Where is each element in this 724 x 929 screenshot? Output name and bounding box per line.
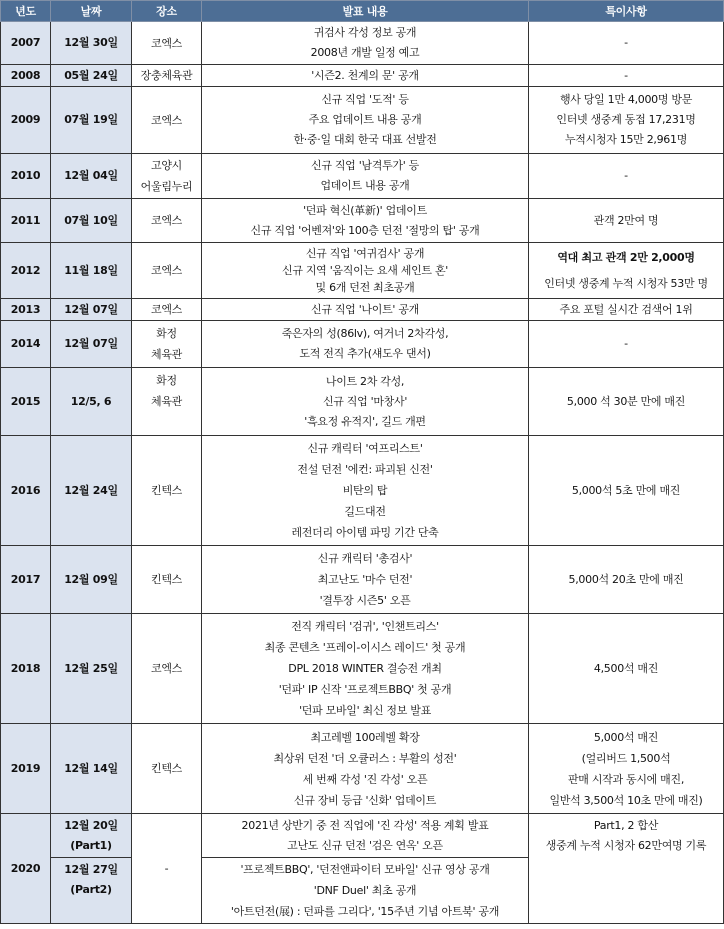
- year-cell: 2014: [1, 321, 51, 368]
- header-year: 년도: [1, 1, 51, 22]
- content-line: 및 6개 던전 최초공개: [315, 281, 415, 294]
- content-cell: [202, 65, 529, 87]
- table-row-2017: [1, 546, 724, 614]
- note-line: 인터넷 생중계 누적 시청자 53만 명: [544, 276, 708, 290]
- content-line: '프로젝트BBQ', '던전앤파이터 모바일' 신규 영상 공개: [240, 863, 490, 876]
- content-line: 최상위 던전 '더 오큘러스 : 부활의 성전': [273, 751, 457, 765]
- year-cell: 2009: [1, 87, 51, 154]
- place-line: 화정: [156, 374, 177, 387]
- table-row-2011: [1, 199, 724, 243]
- note-cell: [529, 546, 724, 614]
- year-cell: 2011: [1, 199, 51, 243]
- content-line: 신규 지역 '움직이는 요새 세인트 혼': [282, 264, 448, 277]
- content-line: '던파 모바일' 최신 정보 발표: [299, 704, 431, 717]
- table-row-2018: [1, 614, 724, 724]
- content-cell: [202, 546, 529, 614]
- note-line: 5,000석 20초 만에 매진: [568, 572, 684, 586]
- content-line: 최고레벨 100레벨 확장: [310, 730, 420, 744]
- table-row-2009: [1, 87, 724, 154]
- place-line: 코엑스: [151, 113, 182, 127]
- table-body: [1, 22, 724, 924]
- table-row-2010: [1, 154, 724, 199]
- date-cell-part1: [51, 814, 132, 858]
- place-line: 코엑스: [151, 303, 182, 316]
- content-line: '아트던전(展) : 던파를 그리다', '15주년 기념 아트북' 공개: [230, 905, 500, 918]
- place-line: 화정: [156, 327, 177, 340]
- place-line: 코엑스: [151, 662, 182, 675]
- date-cell: 11월 18일: [51, 243, 132, 299]
- note-line: -: [624, 36, 628, 49]
- table-row-2012: [1, 243, 724, 299]
- content-line: 신규 직업 '여귀검사' 공개: [305, 247, 425, 260]
- place-line: 킨텍스: [151, 762, 182, 775]
- date-cell: 12월 04일: [51, 154, 132, 199]
- table-row-2020-part1: [1, 814, 724, 858]
- content-line: 신규 직업 '나이트' 공개: [311, 302, 419, 316]
- note-line: -: [624, 337, 628, 350]
- note-cell: [529, 22, 724, 65]
- note-line: Part1, 2 합산: [593, 819, 659, 832]
- place-cell: [132, 724, 202, 814]
- note-line: 누적시청자 15만 2,961명: [564, 133, 688, 146]
- table-row-2019: [1, 724, 724, 814]
- place-line: 장충체육관: [140, 69, 193, 82]
- header-note: 특이사항: [529, 1, 724, 22]
- year-cell: 2018: [1, 614, 51, 724]
- content-cell: [202, 154, 529, 199]
- year-cell: 2019: [1, 724, 51, 814]
- year-cell: 2016: [1, 436, 51, 546]
- content-line: 전직 캐릭터 '검귀', '인챈트리스': [291, 620, 439, 633]
- place-cell: [132, 22, 202, 65]
- place-cell: [132, 436, 202, 546]
- place-line: 킨텍스: [151, 484, 182, 497]
- content-cell: [202, 22, 529, 65]
- date-cell: 12월 24일: [51, 436, 132, 546]
- content-cell: [202, 243, 529, 299]
- content-cell: [202, 199, 529, 243]
- note-line: 역대 최고 관객 2만 2,000명: [557, 250, 695, 264]
- date-cell: 12월 25일: [51, 614, 132, 724]
- year-cell: 2008: [1, 65, 51, 87]
- place-line: 체육관: [151, 395, 182, 408]
- content-line: 최고난도 '마수 던전': [317, 573, 413, 586]
- content-line: 신규 장비 등급 '신화' 업데이트: [293, 793, 437, 807]
- note-cell: [529, 199, 724, 243]
- note-line: 4,500석 매진: [593, 661, 659, 675]
- table-row-2007: [1, 22, 724, 65]
- content-line: 비탄의 탑: [342, 484, 388, 497]
- content-line: 나이트 2차 각성,: [325, 374, 405, 388]
- note-cell: [529, 243, 724, 299]
- note-line: 판매 시작과 동시에 매진,: [567, 772, 685, 786]
- place-cell: [132, 299, 202, 321]
- place-cell: [132, 65, 202, 87]
- table-row-2016: [1, 436, 724, 546]
- content-line: 고난도 신규 던전 '검은 연옥' 오픈: [287, 838, 443, 852]
- content-cell: [202, 321, 529, 368]
- year-cell: 2015: [1, 368, 51, 436]
- table-row-2015: [1, 368, 724, 436]
- year-cell: 2012: [1, 243, 51, 299]
- content-line: '시즌2. 천계의 문' 공개: [311, 68, 419, 82]
- date-cell: 12월 14일: [51, 724, 132, 814]
- date-cell: 12/5, 6: [51, 368, 132, 436]
- place-cell: [132, 321, 202, 368]
- date-line: (Part1): [70, 838, 112, 852]
- content-line: DPL 2018 WINTER 결승전 개최: [288, 662, 442, 675]
- header-content: 발표 내용: [202, 1, 529, 22]
- year-cell: 2013: [1, 299, 51, 321]
- table-row-2014: [1, 321, 724, 368]
- place-line: 고양시: [151, 159, 182, 172]
- content-line: 한·중·일 대회 한국 대표 선발전: [293, 133, 437, 146]
- header-date: 날짜: [51, 1, 132, 22]
- place-line: 코엑스: [151, 36, 182, 50]
- content-cell: [202, 87, 529, 154]
- note-line: -: [624, 169, 628, 182]
- table-row-2008: [1, 65, 724, 87]
- content-cell: [202, 724, 529, 814]
- content-line: 신규 직업 '어벤져'와 100층 던전 '절망의 탑' 공개: [250, 223, 480, 237]
- note-line: 주요 포털 실시간 검색어 1위: [559, 302, 693, 316]
- table-header-row: [1, 1, 724, 22]
- year-cell: 2017: [1, 546, 51, 614]
- content-line: 2008년 개발 일정 예고: [310, 46, 420, 59]
- note-line: 관객 2만여 명: [593, 213, 659, 227]
- content-line: 세 번째 각성 '진 각성' 오픈: [302, 772, 428, 786]
- note-cell: [529, 65, 724, 87]
- date-cell: 12월 30일: [51, 22, 132, 65]
- year-cell: 2020: [1, 814, 51, 924]
- content-cell: [202, 436, 529, 546]
- place-cell: [132, 368, 202, 436]
- content-line: 레전더리 아이템 파밍 기간 단축: [291, 526, 439, 539]
- content-line: 주요 업데이트 내용 공개: [308, 113, 422, 126]
- content-line: 최종 콘텐츠 '프레이-이시스 레이드' 첫 공개: [264, 641, 466, 654]
- note-line: 인터넷 생중계 동접 17,231명: [556, 113, 696, 126]
- note-cell: [529, 87, 724, 154]
- content-line: 신규 직업 '도적' 등: [321, 93, 409, 106]
- content-line: 신규 직업 '마창사': [322, 394, 408, 408]
- date-cell: 12월 07일: [51, 321, 132, 368]
- date-cell: 12월 07일: [51, 299, 132, 321]
- date-cell: 12월 09일: [51, 546, 132, 614]
- note-line: 생중계 누적 시청자 62만여명 기록: [545, 839, 707, 852]
- content-line: 전설 던전 '에컨: 파괴된 신전': [297, 463, 433, 476]
- place-line: 체육관: [151, 348, 182, 361]
- note-line: 5,000석 5초 만에 매진: [571, 483, 681, 497]
- content-line: 길드대전: [344, 505, 386, 518]
- note-cell: [529, 436, 724, 546]
- date-cell: 07월 19일: [51, 87, 132, 154]
- content-line: '결투장 시즌5' 오픈: [319, 594, 411, 607]
- content-cell: [202, 368, 529, 436]
- content-line: 신규 캐릭터 '총검사': [317, 552, 413, 565]
- content-line: 업데이트 내용 공개: [320, 179, 410, 192]
- note-line: (얼리버드 1,500석: [581, 751, 671, 765]
- note-cell: [529, 724, 724, 814]
- date-cell-part2: [51, 858, 132, 924]
- note-cell: [529, 614, 724, 724]
- year-cell: 2010: [1, 154, 51, 199]
- content-line: '던파' IP 신작 '프로젝트BBQ' 첫 공개: [278, 683, 452, 696]
- note-cell: [529, 321, 724, 368]
- place-cell: [132, 546, 202, 614]
- date-cell: 07월 10일: [51, 199, 132, 243]
- note-cell: [529, 154, 724, 199]
- date-line: 12월 20일: [64, 818, 118, 832]
- place-cell: [132, 199, 202, 243]
- content-line: 신규 캐릭터 '여프리스트': [307, 442, 423, 455]
- note-line: 일반석 3,500석 10초 만에 매진): [549, 793, 703, 807]
- note-cell: [529, 368, 724, 436]
- note-line: -: [624, 68, 628, 82]
- note-cell: [529, 814, 724, 924]
- place-line: 킨텍스: [151, 573, 182, 586]
- content-line: 죽은자의 성(86lv), 여거너 2차각성,: [281, 327, 449, 340]
- place-line: 코엑스: [151, 214, 182, 227]
- note-line: 행사 당일 1만 4,000명 방문: [559, 93, 693, 106]
- content-line: 귀검사 각성 정보 공개: [313, 26, 417, 39]
- header-place: 장소: [132, 1, 202, 22]
- note-cell: [529, 299, 724, 321]
- content-cell: [202, 614, 529, 724]
- content-line: '흑요정 유적지', 길드 개편: [304, 414, 426, 428]
- content-line: 2021년 상반기 중 전 직업에 '진 각성' 적용 계획 발표: [241, 818, 489, 832]
- content-line: 'DNF Duel' 최초 공개: [313, 884, 417, 897]
- place-cell: [132, 154, 202, 199]
- content-cell-part2: [202, 858, 529, 924]
- content-cell-part1: [202, 814, 529, 858]
- place-cell: [132, 243, 202, 299]
- date-line: (Part2): [70, 883, 112, 896]
- content-line: 도적 전직 추가(섀도우 댄서): [299, 347, 431, 360]
- place-line: 어울림누리: [140, 180, 193, 193]
- table-row-2013: [1, 299, 724, 321]
- note-line: 5,000 석 30분 만에 매진: [566, 394, 686, 408]
- place-cell: -: [132, 814, 202, 924]
- year-cell: 2007: [1, 22, 51, 65]
- content-line: '던파 혁신(革新)' 업데이트: [303, 203, 427, 217]
- place-cell: [132, 614, 202, 724]
- content-cell: [202, 299, 529, 321]
- date-line: 12월 27일: [64, 863, 118, 876]
- note-line: 5,000석 매진: [593, 730, 659, 744]
- place-cell: [132, 87, 202, 154]
- date-cell: 05월 24일: [51, 65, 132, 87]
- place-line: 코엑스: [151, 264, 182, 277]
- content-line: 신규 직업 '남격투가' 등: [311, 159, 419, 172]
